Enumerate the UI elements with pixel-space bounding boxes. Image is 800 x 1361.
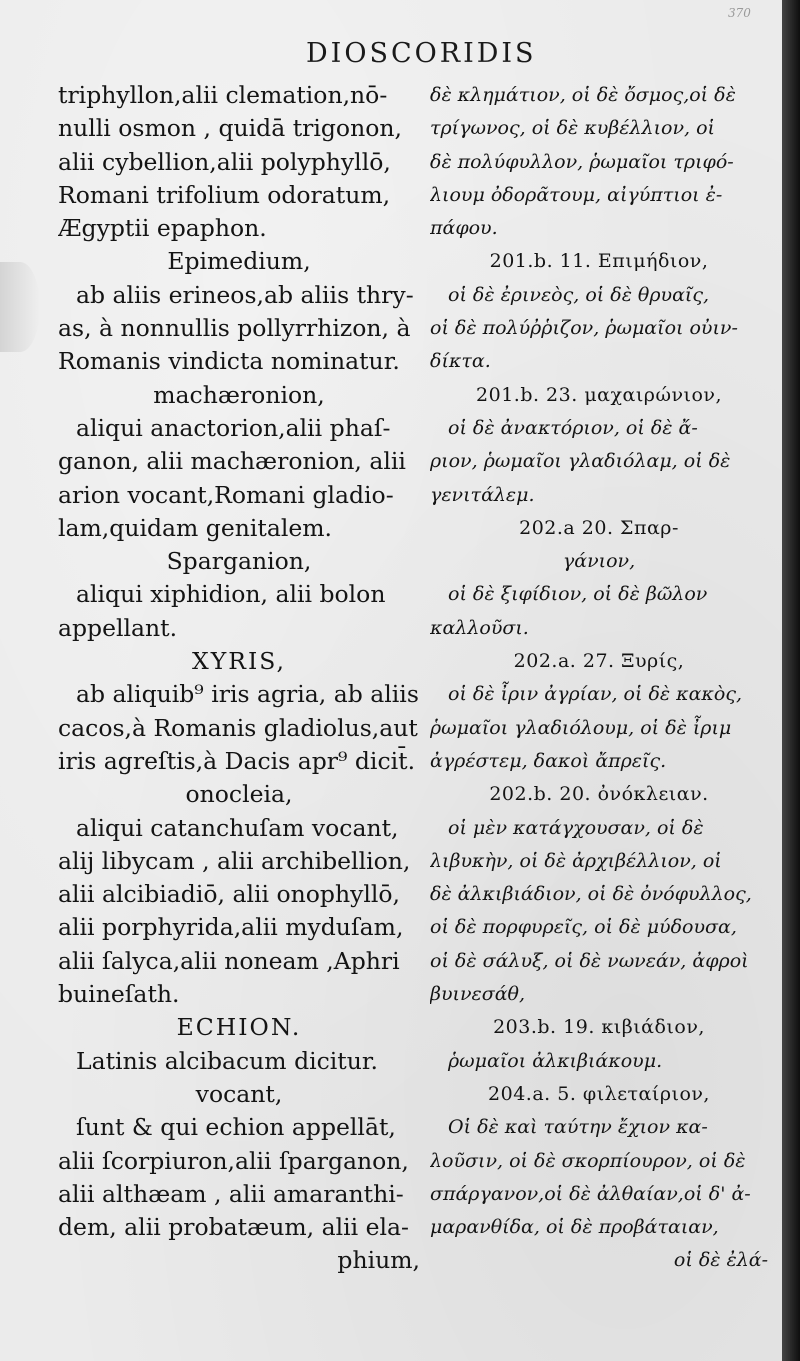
greek-text-line: 202.a. 27. Ξυρίς, bbox=[513, 650, 685, 673]
latin-text-line: phium, bbox=[337, 1246, 420, 1275]
greek-text-line: δὲ ἀλκιβιάδιον, οἱ δὲ ὀνόφυλλος, bbox=[430, 883, 752, 906]
latin-text-line: XYRIS, bbox=[192, 647, 286, 676]
greek-text-line: καλλοῦσι. bbox=[430, 616, 529, 639]
latin-text-line: nulli osmon , quidā trigonon, bbox=[58, 114, 402, 143]
latin-text-line: triphyllon,alii clemation,nō- bbox=[58, 81, 388, 109]
greek-text-line: οἱ δὲ ἀνακτόριον, οἱ δὲ ἄ- bbox=[448, 416, 698, 439]
greek-text-line: οἱ δὲ πορφυρεῖς, οἱ δὲ μύδουσα, bbox=[430, 916, 737, 939]
latin-text-line: alii ſalyca,alii noneam ,Aphri bbox=[58, 946, 400, 975]
greek-text-line: μαρανθίδα, οἱ δὲ προβάταιαν, bbox=[430, 1216, 719, 1239]
latin-text-line: onocleia, bbox=[185, 780, 293, 809]
latin-text-line: Latinis alcibacum dicitur. bbox=[76, 1046, 379, 1075]
latin-text-line: dem, alii probatæum, alii ela- bbox=[58, 1213, 409, 1242]
latin-text-line: as, à nonnullis pollyrrhizon, à bbox=[58, 314, 411, 343]
greek-text-line: ῥωμαῖοι ἀλκιβιάκουμ. bbox=[448, 1049, 663, 1072]
greek-text-line: οἱ δὲ ἐρινεὸς, οἱ δὲ θρυαῖς, bbox=[448, 283, 710, 306]
latin-text-line: aliqui catanchuſam vocant, bbox=[76, 813, 399, 842]
greek-text-line: τρίγωνος, οἱ δὲ κυβέλλιον, οἱ bbox=[430, 117, 715, 140]
greek-text-line: 204.a. 5. φιλεταίριον, bbox=[488, 1082, 710, 1105]
greek-text-line: οἱ δὲ ἶριν ἀγρίαν, οἱ δὲ κακὸς, bbox=[448, 683, 742, 706]
latin-text-line: lam,quidam genitalem. bbox=[58, 513, 333, 542]
greek-text-line: σπάργανον,οἱ δὲ ἀλθαίαν,οἱ δ' ἀ- bbox=[430, 1182, 751, 1205]
running-head: DIOSCORIDIS bbox=[306, 38, 537, 69]
greek-text-line: 203.b. 19. κιβιάδιον, bbox=[493, 1016, 705, 1039]
greek-text-line: οἱ δὲ ἐλά- bbox=[673, 1249, 768, 1272]
folio-mark: 370 bbox=[728, 6, 751, 20]
greek-text-line: δίκτα. bbox=[430, 350, 491, 373]
page-edge-shadow bbox=[782, 0, 800, 1361]
greek-text-line: βυινεσάθ, bbox=[430, 983, 526, 1006]
latin-text-line: aliqui xiphidion, alii bolon bbox=[76, 580, 386, 609]
latin-text-line: ab aliis erineos,ab aliis thry- bbox=[76, 280, 414, 309]
greek-text-line: δὲ πολύφυλλον, ῥωμαῖοι τριφό- bbox=[430, 150, 734, 173]
greek-text-line: οἱ δὲ σάλυξ, οἱ δὲ νωνεάν, ἀφροὶ bbox=[430, 949, 749, 972]
greek-text-line: λοῦσιν, οἱ δὲ σκορπίουρον, οἱ δὲ bbox=[430, 1149, 746, 1172]
greek-text-line: 201.b. 23. μαχαιρώνιον, bbox=[476, 383, 722, 406]
greek-text-line: γάνιον, bbox=[562, 550, 636, 573]
latin-text-line: machæronion, bbox=[153, 380, 325, 409]
greek-text-line: 202.b. 20. ὀνόκλειαν. bbox=[489, 783, 709, 806]
latin-text-line: alij libycam , alii archibellion, bbox=[58, 846, 411, 875]
page-tear bbox=[0, 262, 40, 352]
greek-text-line: ριον, ῥωμαῖοι γλαδιόλαμ, οἱ δὲ bbox=[430, 450, 731, 473]
latin-text-line: Epimedium, bbox=[167, 247, 311, 276]
greek-column bbox=[430, 79, 768, 1278]
latin-text-line: alii alcibiadiō, alii onophyllō, bbox=[58, 880, 401, 909]
greek-text-line: οἱ δὲ ξιφίδιον, οἱ δὲ βῶλον bbox=[448, 583, 708, 606]
latin-text-line: Sparganion, bbox=[166, 547, 312, 576]
latin-text-line: Romanis vindicta nominatur. bbox=[58, 347, 400, 376]
latin-text-line: vocant, bbox=[195, 1079, 283, 1108]
latin-text-line: ab aliquib⁹ iris agria, ab aliis bbox=[76, 680, 419, 709]
greek-text-line: δὲ κλημάτιον, οἱ δὲ ὄσμος,οἱ δὲ bbox=[430, 84, 736, 106]
greek-text-line: οἱ μὲν κατάγχουσαν, οἱ δὲ bbox=[448, 816, 704, 839]
latin-text-line: ganon, alii machæronion, alii bbox=[58, 447, 406, 476]
latin-text-line: cacos,à Romanis gladiolus,aut bbox=[58, 713, 418, 742]
latin-text-line: Ægyptii epaphon. bbox=[58, 214, 267, 243]
latin-text-line: arion vocant,Romani gladio- bbox=[58, 480, 394, 509]
greek-text-line: πάφου. bbox=[430, 217, 498, 240]
greek-text-line: Οἱ δὲ καὶ ταύτην ἔχιον κα- bbox=[448, 1116, 708, 1139]
greek-text-line: λιβυκὴν, οἱ δὲ ἀρχιβέλλιον, οἱ bbox=[430, 849, 722, 872]
latin-text-line: Romani trifolium odoratum, bbox=[58, 180, 391, 209]
latin-text-line: alii ſcorpiuron,alii ſparganon, bbox=[58, 1146, 409, 1175]
greek-text-line: ῥωμαῖοι γλαδιόλουμ, οἱ δὲ ἶριμ bbox=[430, 716, 732, 739]
greek-text-line: λιουμ ὀδορᾶτουμ, αἰγύπτιοι ἐ- bbox=[430, 183, 723, 206]
greek-text-line: γενιτάλεμ. bbox=[430, 483, 535, 506]
latin-text-line: aliqui anactorion,alii phaſ- bbox=[76, 413, 391, 442]
latin-text-line: ſunt & qui echion appellāt, bbox=[76, 1113, 396, 1142]
latin-text-line: alii althæam , alii amaranthi- bbox=[58, 1179, 404, 1208]
greek-text-line: 202.a 20. Σπαρ- bbox=[519, 516, 679, 539]
greek-text-line: ἀγρέστεμ, δακοὶ ἄπρεῖς. bbox=[430, 749, 667, 772]
latin-column bbox=[58, 79, 420, 1278]
latin-text-line: alii cybellion,alii polyphyllō, bbox=[58, 147, 391, 176]
latin-text-line: alii porphyrida,alii myduſam, bbox=[58, 913, 404, 942]
greek-text-line: 201.b. 11. Επιμήδιον, bbox=[489, 250, 709, 273]
latin-text-line: buineſath. bbox=[58, 980, 180, 1009]
latin-text-line: iris agreſtis,à Dacis apr⁹ dicit̄. bbox=[58, 746, 416, 775]
greek-text-line: οἱ δὲ πολύῤῥιζον, ῥωμαῖοι οὐιν- bbox=[430, 317, 738, 340]
latin-text-line: ECHION. bbox=[176, 1013, 302, 1042]
latin-text-line: appellant. bbox=[58, 613, 178, 642]
